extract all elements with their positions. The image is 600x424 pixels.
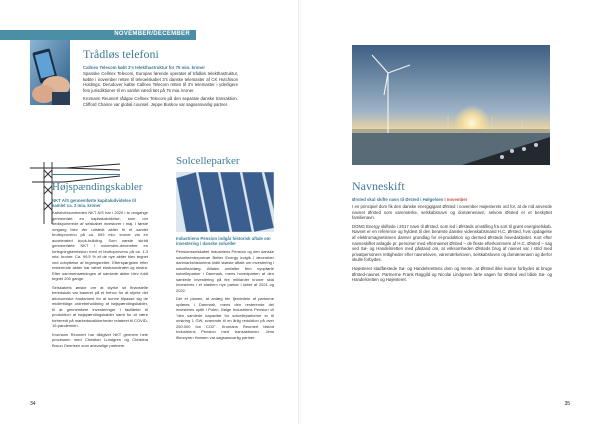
tradlos-body: [83, 71, 238, 111]
solceller-title: Solcelleparker: [176, 155, 240, 167]
hojspaending-paragraph-2: Selskabets ønske om at styrke sit finansielle beredskab var baseret på et behov for at styrke det økonomiske fundament for at kunne tilpasse sig de midlertidige ordrebeholdning af højspændingskabler, til at gennemføre investeringer i faciliteter til produktion af højspændingskabler samt for at være forberedt på markedsusikkerheder relateret til COVID-19-pandemien.: [52, 284, 148, 328]
navneskift-body: [352, 204, 552, 286]
hojspaending-body: [52, 210, 148, 351]
solceller-paragraph-2: Det er planen, at anlæg trin fjerdedele af parkerne opføres i Danmark, mens den resterende del investeres uptill i Polen. Ifølge Industriens Pension vil "den samlede kapacitet for solcelleparkerne er til omkring 1 GW, svarende til en årlig reduktion på over 250.000 ton CO2". Kromann Reumert bistod Industriens Pension med transaktionen. Jens Ifkmoyren Hansen var sagsansvarlig partner.: [176, 296, 274, 340]
tradlos-paragraph-1: Spanske Cellnex Telecom, Europas førende operatør af trådløs telekthastruktur, købte i november retten til teleoelskabet 3's danske telemaster af CK Hutchison Holdings. Derudover købte Callnex Telecom retten til 3's telemaster i yderligere fem jurisdiktioner til en samlet værdi tæt på 75 mia. kroner.: [83, 71, 238, 93]
hojspaending-title: Højspændingskabler: [52, 181, 143, 193]
hojspaending-rule: [52, 174, 120, 175]
navneskift-subheading: [352, 197, 552, 202]
tradlos-title: Trådløs telefoni: [83, 47, 159, 61]
wind-turbine-photo: [352, 45, 550, 165]
left-page: [0, 0, 299, 424]
hojspaending-paragraph-1: Kabelvirksomheden NKT A/S har i 2020 i to omgange gennemført en kapitaludvidelse, som om dedisponerede af selskabet investorer i maj. I første omgang blev der udstedt aktier til et samlet bruttoprovenu på ca. 693 mio. kroner via en accelerated book-building. Som næste skridt gennemførte NKT i november-december en fortegningsemission med et bruttoprovenu på ca. 1,3 mia. kroner. Ca. 99,5 % af de nye aktier blev tegnet ved udnyttelse af tegningsretter. Efterspørgslen efter resterende aktier har været ekstraordinært og ekstra. Efter sammensætningen af samlede aktier blev fuldt tegnet 200 gange.: [52, 210, 148, 281]
section-tag: [0, 30, 196, 40]
solceller-paragraph-1: Pensionsselskabet Industriens Pension og den danske solcelleentreprenør Better Energy indgik i december danmarkshistoriens hidtil største aftale om investering i solcelleanlæg. Aftalen omfatter fem nyopførte solcelleparker i Danmark, mens hovedparten af den samlede investering på fire milliarder kroner skal investeres i et stadiem nye parker i løbet af 2021 og 2022.: [176, 249, 274, 293]
solar-panels-photo: [176, 172, 274, 232]
navneskift-paragraph-1: I en principiel dom fik den danske energigigant Ørsted i november Højesterets ord for, at de må anvende navnet Ørsted som varemærke, selskabsnavn og domænenavn, selvom Ørsted er et beskyttet familienavn.: [352, 204, 552, 221]
page-number-left: 34: [30, 401, 36, 407]
navneskift-subheading-text: Ørsted skal skifte navn til Ørsted i Hølgelsen: [352, 197, 444, 202]
navneskift-paragraph-2: DONG Energy skiftede i 2017 navn til Ørsted, som led i Ørsteds omstilling fra sort til grønt energiselskab. Navnet er en reference og hyldest til den berømte danske videnskabsmand H.C. Ørsted, hvis opdagelse af elektromagnetismen danner grundlag for el-produktion og dermed Ørsteds hovedaktivitet. Kort efter navneskiftet anlagde pr. personer med efternavnet Ørsted – de fleste efterkommere af H.C. Ørsted – sag ved Sø- og Handelsretten med påstand om, at virksomheden Ørsteds brug af navnet var i strid med privatpersoners rettigheder efter navneloven, varemærkeloven, selskabsloven og domænenavn og derfor skulle forbydes.: [352, 223, 552, 263]
solceller-body: [176, 249, 274, 343]
phone-hand-photo: [30, 40, 70, 105]
navneskift-title: Navneskift: [352, 179, 405, 193]
hojspaending-paragraph-3: Kromann Reumert har rådgivet NKT gennem hele processen med Christian Lundgren og Christina Bruun Geertsen som ansvarlige partnere.: [52, 331, 148, 348]
tradlos-subheading: Callnex Telecom købt 3's telekthastruktur for 75 mio. kroner: [83, 65, 206, 70]
tradlos-paragraph-2: Kromann Reumert rådgav Cellnex Telecom på den separate danske transaktion. Clifford Chance var global counsel. Jeppe Buskov var sagsansvarlig partner.: [83, 96, 238, 107]
navneskift-paragraph-3: Højesteret stadfæstede Sø- og Handelsrettens dom og mente, at Ørsted ikke kunne forbydes at bruge Ørsted-navnet. Partnerne Frank Røggild og Nicolai Lindgreen førte sagen for Ørsted ved både Sø- og Handelsretten og Højesteret.: [352, 265, 552, 283]
section-tag-label: NOVEMBER/DECEMBER: [114, 31, 190, 37]
page-number-right: 35: [564, 401, 570, 407]
hojspaending-subheading: NKT A/S gennemførte kapitaludvidelse til samlet ca. 2 mia. kroner: [52, 198, 136, 209]
right-page: [301, 0, 600, 424]
solceller-subheading: Industriens Pension indgår historisk aftale om investering i danske solceller: [176, 236, 271, 247]
navneskift-subheading-text-2: I november: [444, 197, 468, 202]
